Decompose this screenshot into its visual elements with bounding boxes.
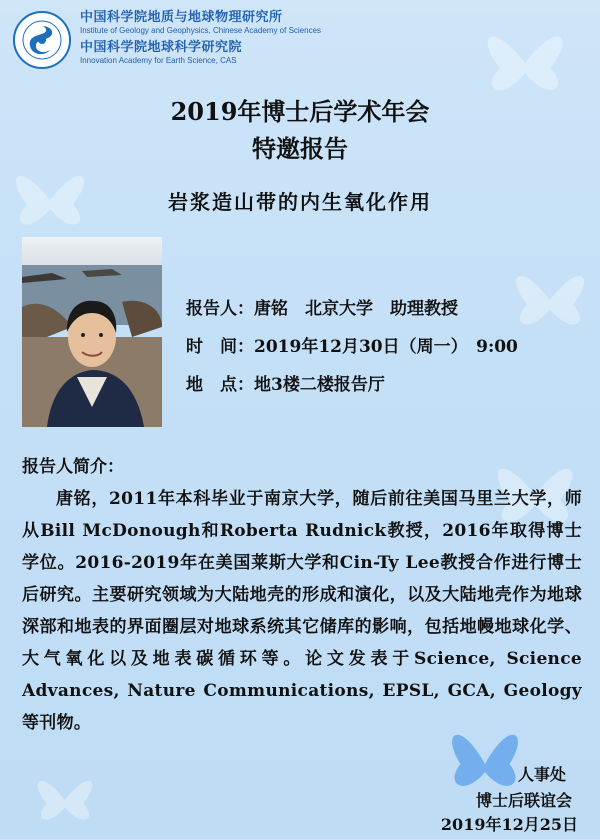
institution-name-cn-1: 中国科学院地质与地球物理研究所	[80, 10, 283, 25]
institution-header	[12, 8, 321, 72]
event-subtitle: 特邀报告	[252, 134, 348, 163]
talk-topic: 岩浆造山带的内生氧化作用	[168, 190, 432, 214]
time-line: 时 间：2019年12月30日（周一） 9:00	[186, 337, 518, 357]
signature-organization: 博士后联谊会	[475, 791, 572, 810]
institution-names	[80, 10, 321, 70]
signature-department: 人事处	[517, 765, 566, 784]
institution-name-en-1: Institute of Geology and Geophysics, Chinese Academy of Sciences	[80, 26, 322, 35]
bio-heading: 报告人简介：	[22, 457, 124, 477]
event-title: 2019年博士后学术年会	[170, 97, 430, 126]
location-line: 地 点：地3楼二楼报告厅	[186, 375, 385, 395]
speaker-line: 报告人：唐铭 北京大学 助理教授	[186, 299, 458, 319]
butterfly-decoration-bottom-left	[20, 760, 110, 840]
bio-paragraph: 唐铭，2011年本科毕业于南京大学，随后前往美国马里兰大学，师从Bill McDonough和Roberta Rudnick教授，2016年取得博士学位。2016-2019年在美国莱斯大学和Cin-Ty Lee教授合作进行博士后研究。主要研究领域为大陆地壳的形成和演化，以及大陆地壳作为地球深部和地表的界面圈层对地球系统其它储库的影响，包括地幔地球化学、大气氧化以及地表碳循环等。论文发表于Science, Science Advances, Nature Communications, EPSL, GCA, Geology等刊物。	[22, 489, 582, 733]
institute-logo	[12, 10, 72, 70]
institution-name-en-2: Innovation Academy for Earth Science, CAS	[80, 56, 237, 65]
bio-body	[22, 483, 582, 739]
signature-date: 2019年12月25日	[440, 815, 578, 834]
speaker-photo	[22, 237, 162, 427]
institution-name-cn-2: 中国科学院地球科学研究院	[80, 40, 243, 55]
